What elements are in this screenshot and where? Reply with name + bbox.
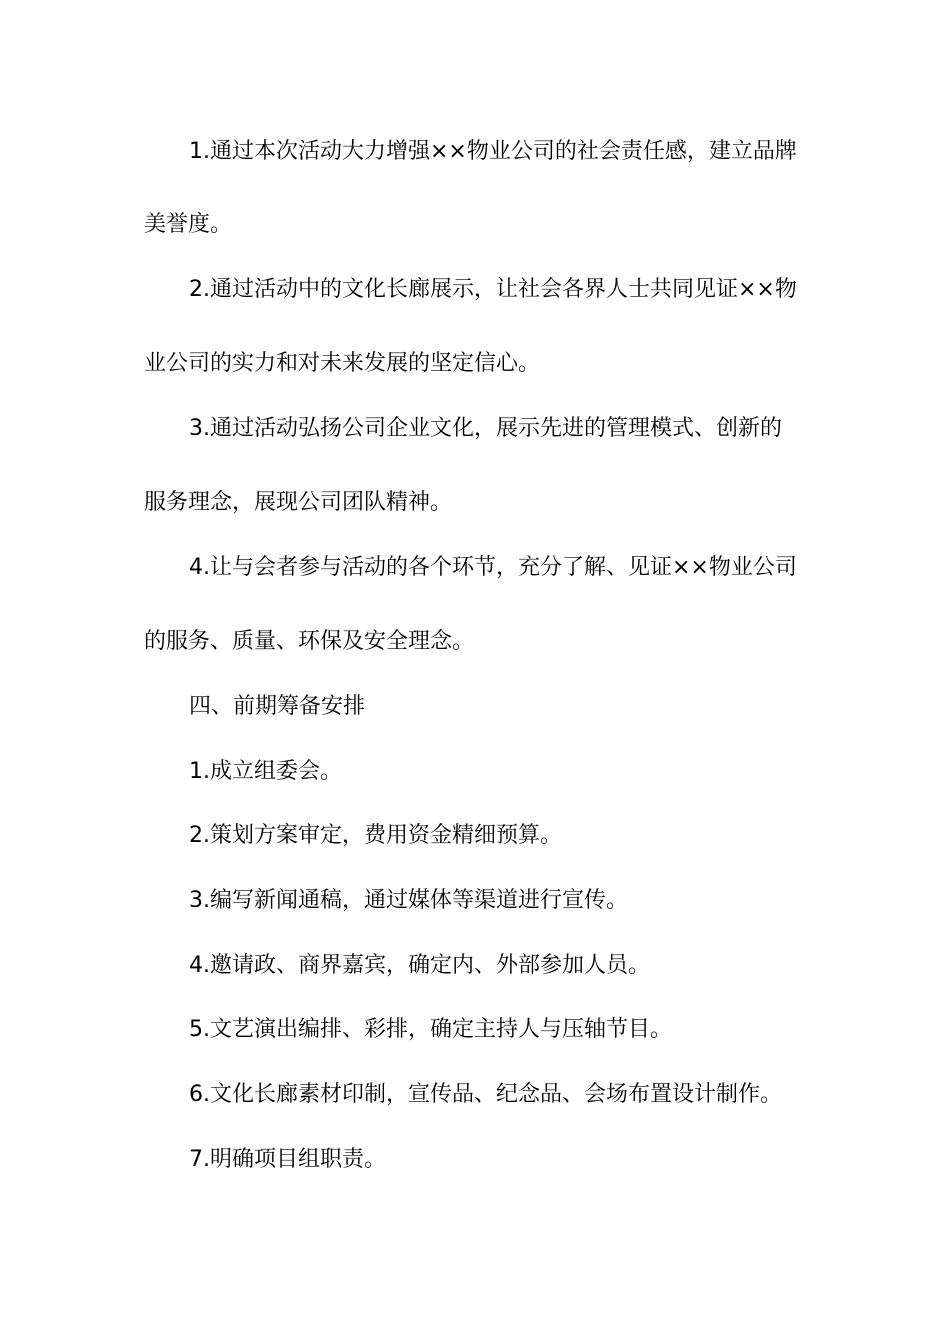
goal-4-line-1: 4.让与会者参与活动的各个环节，充分了解、见证××物业公司 (189, 555, 797, 580)
prep-item-6: 6.文化长廊素材印制，宣传品、纪念品、会场布置设计制作。 (189, 1082, 782, 1107)
goal-2-line-1: 2.通过活动中的文化长廊展示，让社会各界人士共同见证××物 (189, 277, 797, 302)
goal-1-line-1: 1.通过本次活动大力增强××物业公司的社会责任感，建立品牌 (189, 139, 797, 164)
goal-1-line-2: 美誉度。 (144, 212, 233, 237)
prep-item-3: 3.编写新闻通稿，通过媒体等渠道进行宣传。 (189, 888, 628, 913)
prep-item-7: 7.明确项目组职责。 (189, 1147, 386, 1172)
prep-item-4: 4.邀请政、商界嘉宾，确定内、外部参加人员。 (189, 953, 650, 978)
goal-2-line-2: 业公司的实力和对未来发展的坚定信心。 (144, 351, 541, 376)
prep-item-1: 1.成立组委会。 (189, 759, 342, 784)
prep-item-5: 5.文艺演出编排、彩排，确定主持人与压轴节目。 (189, 1017, 672, 1042)
section-heading: 四、前期筹备安排 (189, 694, 366, 719)
goal-3-line-1: 3.通过活动弘扬公司企业文化，展示先进的管理模式、创新的 (189, 416, 782, 441)
prep-item-2: 2.策划方案审定，费用资金精细预算。 (189, 823, 562, 848)
goal-4-line-2: 的服务、质量、环保及安全理念。 (144, 629, 475, 654)
goal-3-line-2: 服务理念，展现公司团队精神。 (144, 490, 453, 515)
